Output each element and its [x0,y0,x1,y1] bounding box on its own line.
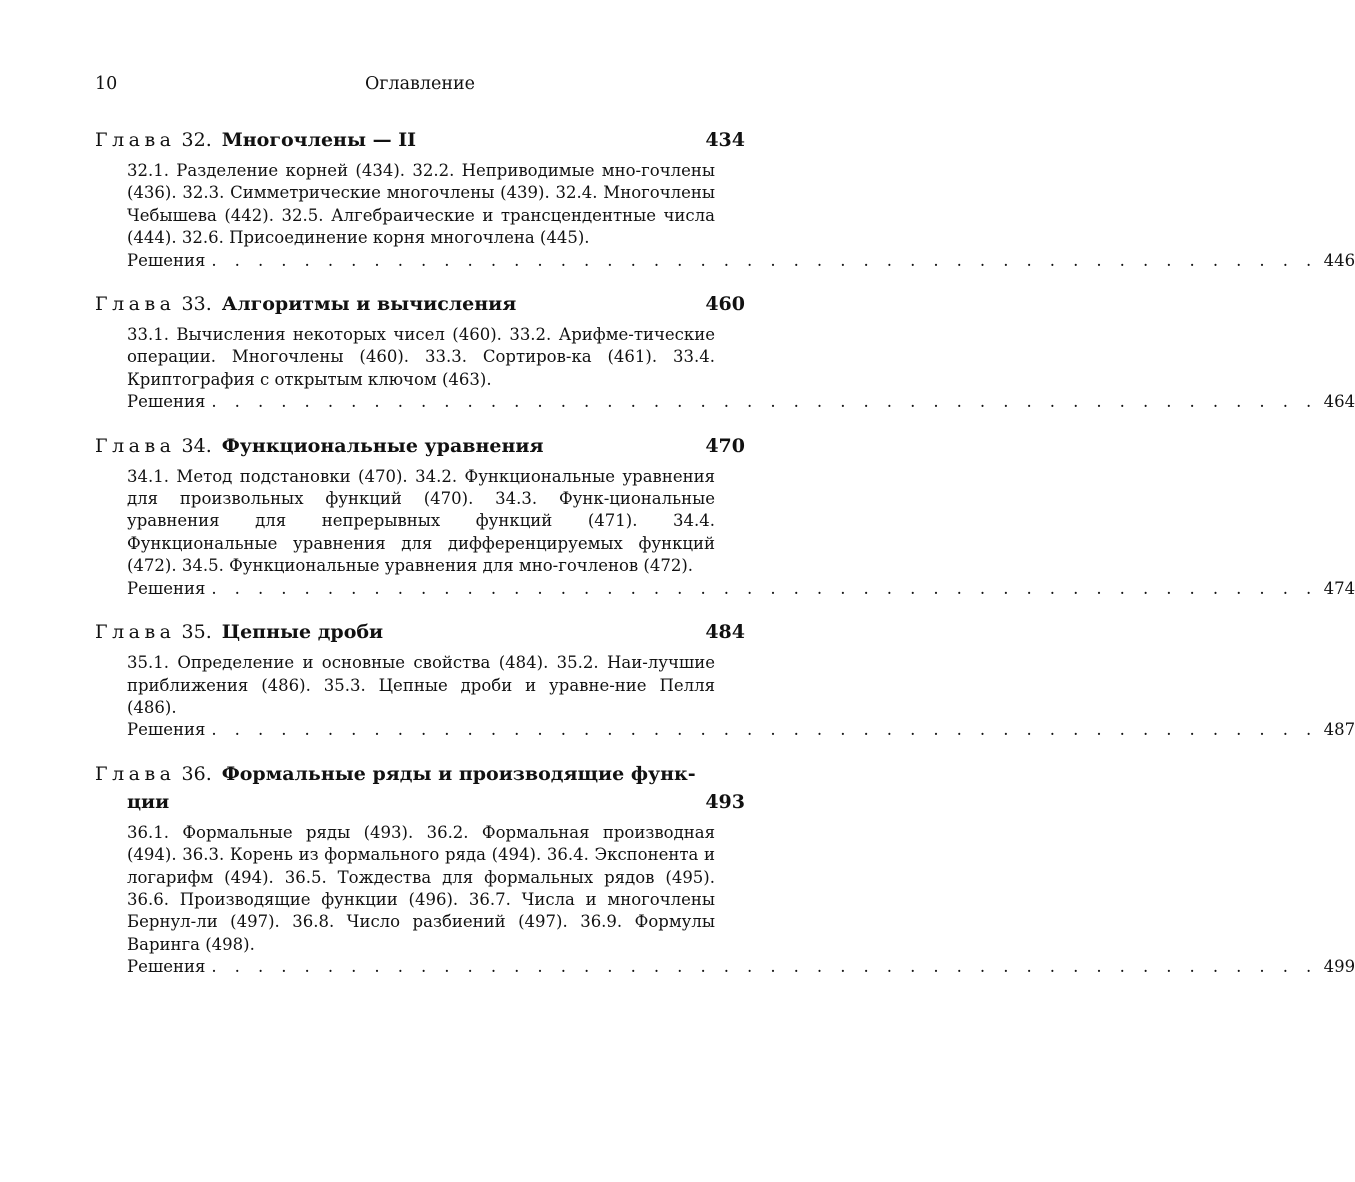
solutions-label: Решения [127,250,206,270]
chapter-label: Глава [95,129,176,151]
chapter-title: Функциональные уравнения [221,434,544,457]
chapter-heading [95,432,745,460]
chapter-page: 470 [705,434,745,457]
chapter-33 [95,290,1355,414]
solutions-entry [127,578,1355,600]
chapter-label: Глава [95,762,176,785]
chapter-page: 493 [705,790,745,813]
running-head [95,74,745,106]
solutions-label: Решения [127,578,206,598]
solutions-page: 446 [1323,250,1355,270]
chapter-label: Глава [95,621,176,644]
chapter-label: Глава [95,434,176,457]
chapter-heading-continued [95,788,745,816]
chapter-32 [95,126,1355,272]
chapter-label: Глава [95,293,176,316]
section-list: 35.1. Определение и основные свойства (484). 35.2. Наи-лучшие приближения (486). 35.3. Цепные дроби и уравне-ние Пелля (486). [127,653,715,717]
chapter-title-continued: ции [127,790,170,813]
dot-leader: . . . . . . . . . . . . . . . . . . . . . . . . . . . . . . . . . . . . . . . . . . . . . . . . [211,957,1318,977]
solutions-page: 464 [1323,392,1355,412]
chapter-heading [95,126,745,154]
chapter-title: Формальные ряды и производящие функ- [221,762,696,785]
chapter-body [95,466,1355,600]
solutions-label: Решения [127,720,206,740]
section-list: 34.1. Метод подстановки (470). 34.2. Функциональные уравнения для произвольных функций (470). 34.3. Функ-циональные уравнения для непрерывных функций (471). 34.4. Функциональные уравнения для дифференцируемых функций (472). 34.5. Функциональные уравнения для мно-гочленов (472). [127,466,715,576]
chapter-35 [95,618,1355,742]
chapter-number: 33. [181,293,212,316]
solutions-page: 474 [1323,578,1355,598]
chapter-34 [95,432,1355,600]
solutions-label: Решения [127,957,206,977]
chapter-title: Цепные дроби [221,621,384,644]
solutions-entry [127,250,1355,272]
dot-leader: . . . . . . . . . . . . . . . . . . . . . . . . . . . . . . . . . . . . . . . . . . . . . . . . [211,392,1318,412]
toc-page [95,74,1355,979]
chapter-body [95,822,1355,979]
dot-leader: . . . . . . . . . . . . . . . . . . . . . . . . . . . . . . . . . . . . . . . . . . . . . . . . [211,720,1318,740]
section-list: 32.1. Разделение корней (434). 32.2. Неприводимые мно-гочлены (436). 32.3. Симметрические многочлены (439). 32.4. Многочлены Чебышева (442). 32.5. Алгебраические и трансцендентные числа (444). 32.6. Присоединение корня многочлена (445). [127,161,715,248]
chapter-body [95,324,1355,414]
solutions-page: 487 [1323,720,1355,740]
chapter-page: 484 [705,621,745,644]
solutions-entry [127,391,1355,413]
chapter-heading [95,618,745,646]
chapter-heading [95,290,745,318]
solutions-label: Решения [127,392,206,412]
running-title: Оглавление [364,74,476,94]
solutions-entry [127,719,1355,741]
chapter-36 [95,760,1355,979]
chapter-number: 34. [181,434,212,457]
chapter-number: 36. [181,762,212,785]
chapter-page: 460 [705,293,745,316]
chapter-title: Многочлены — II [221,129,417,151]
section-list: 36.1. Формальные ряды (493). 36.2. Формальная производная (494). 36.3. Корень из формального ряда (494). 36.4. Экспонента и логарифм (494). 36.5. Тождества для формальных рядов (495). 36.6. Производящие функции (496). 36.7. Числа и многочлены Бернул-ли (497). 36.8. Число разбиений (497). 36.9. Формулы Варинга (498). [127,822,715,954]
chapter-body [95,160,1355,272]
chapter-title: Алгоритмы и вычисления [221,293,517,316]
chapter-number: 35. [181,621,212,644]
chapter-number: 32. [181,129,212,151]
dot-leader: . . . . . . . . . . . . . . . . . . . . . . . . . . . . . . . . . . . . . . . . . . . . . . . . [211,578,1318,598]
chapter-page: 434 [705,129,745,151]
solutions-entry [127,956,1355,978]
page-number: 10 [95,74,118,94]
section-list: 33.1. Вычисления некоторых чисел (460). 33.2. Арифме-тические операции. Многочлены (460). 33.3. Сортиров-ка (461). 33.4. Криптография с открытым ключом (463). [127,325,715,389]
chapter-heading [95,760,745,788]
solutions-page: 499 [1323,957,1355,977]
dot-leader: . . . . . . . . . . . . . . . . . . . . . . . . . . . . . . . . . . . . . . . . . . . . . . . . [211,250,1318,270]
chapter-body [95,652,1355,742]
